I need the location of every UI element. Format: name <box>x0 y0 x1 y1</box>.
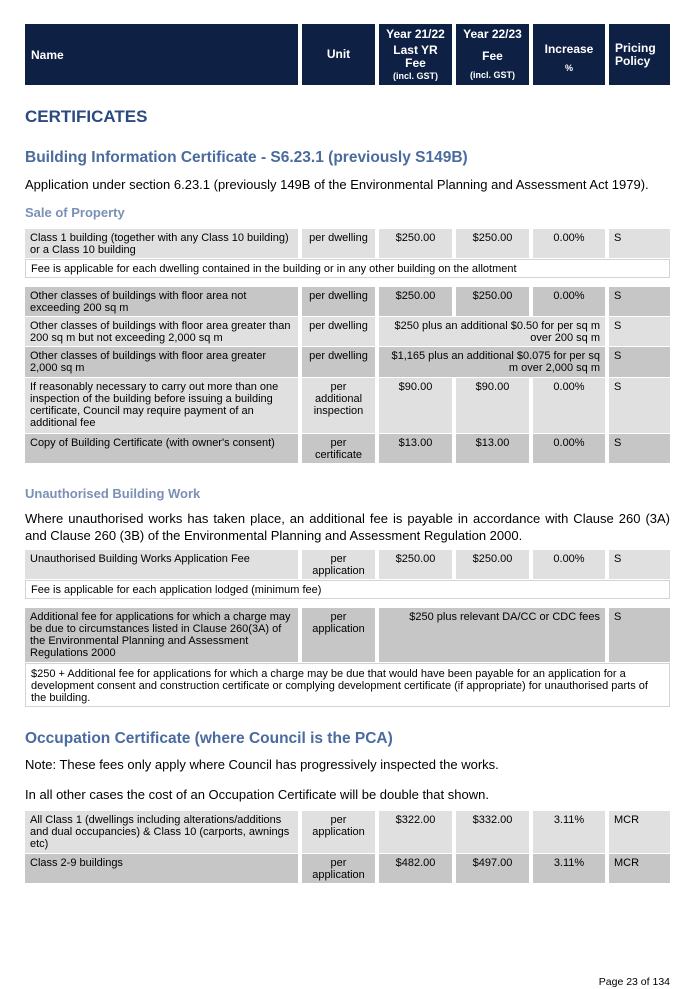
row-policy: S <box>609 608 670 662</box>
row-policy: MCR <box>609 811 670 853</box>
row-policy: S <box>609 287 670 316</box>
row-cur-fee: $13.00 <box>456 434 529 463</box>
row-prev-fee: $322.00 <box>379 811 452 853</box>
row-name: If reasonably necessary to carry out more than one inspection of the building before issuing a building certificate, Council may require payment of an additional fee <box>25 378 298 433</box>
row-policy: S <box>609 317 670 346</box>
row-name: Class 2-9 buildings <box>25 854 298 883</box>
header-cur-fee-label: Fee <box>482 49 503 63</box>
occ-note-2: In all other cases the cost of an Occupation Certificate will be double that shown. <box>25 787 489 802</box>
row-policy: S <box>609 347 670 377</box>
row-unit: per dwelling <box>302 287 375 316</box>
header-unit-label: Unit <box>326 47 351 61</box>
row-name: Other classes of buildings with floor area greater than 200 sq m but not exceeding 2,000 sq m <box>25 317 298 346</box>
row-increase: 0.00% <box>533 434 605 463</box>
row-fee-span: $1,165 plus an additional $0.075 for per sq m over 2,000 sq m <box>379 347 605 377</box>
row-policy: S <box>609 229 670 258</box>
page-number: Page 23 of 134 <box>598 976 670 988</box>
row-name: Additional fee for applications for which a charge may be due to circumstances listed in Clause 260(3A) of the Environmental Planning and Assessment Regulations 2000 <box>25 608 298 662</box>
row-policy: S <box>609 434 670 463</box>
row-unit: per dwelling <box>302 347 375 377</box>
row-unit: per application <box>302 854 375 883</box>
row-prev-fee: $90.00 <box>379 378 452 433</box>
header-increase-label: Increase <box>544 42 594 56</box>
row-name: All Class 1 (dwellings including alterations/additions and dual occupancies) & Class 10 (carports, awnings etc) <box>25 811 298 853</box>
bic-heading: Building Information Certificate - S6.23.1 (previously S149B) <box>25 149 468 166</box>
row-prev-fee: $482.00 <box>379 854 452 883</box>
row-prev-fee: $250.00 <box>379 229 452 258</box>
row-unit: per certificate <box>302 434 375 463</box>
ubw-note-2: $250 + Additional fee for applications for which a charge may be due that would have been payable for an application for a development consent and construction certificate or complying development certificate (if appropriate) for unauthorised parts of the building. <box>25 663 670 707</box>
row-increase: 3.11% <box>533 811 605 853</box>
ubw-subheading: Unauthorised Building Work <box>25 486 201 501</box>
header-increase-unit: % <box>564 63 573 73</box>
row-fee-span: $250 plus relevant DA/CC or CDC fees <box>379 608 605 662</box>
header-cur-fee <box>456 24 529 85</box>
bic-intro: Application under section 6.23.1 (previously 149B of the Environmental Planning and Assessment Act 1979). <box>25 177 649 192</box>
header-cur-year: Year 22/23 <box>463 27 522 41</box>
row-policy: MCR <box>609 854 670 883</box>
row-policy: S <box>609 550 670 579</box>
row-prev-fee: $13.00 <box>379 434 452 463</box>
row-name: Other classes of buildings with floor area greater 2,000 sq m <box>25 347 298 377</box>
row-increase: 0.00% <box>533 378 605 433</box>
bic-note: Fee is applicable for each dwelling contained in the building or in any other building on the allotment <box>25 259 670 278</box>
occ-heading: Occupation Certificate (where Council is the PCA) <box>25 730 393 747</box>
header-pricing-1: Pricing <box>615 40 656 55</box>
row-cur-fee: $250.00 <box>456 287 529 316</box>
header-name-label: Name <box>31 47 64 62</box>
row-policy: S <box>609 378 670 433</box>
header-prev-fee-2: Fee <box>405 55 426 70</box>
header-increase <box>533 24 605 85</box>
row-cur-fee: $497.00 <box>456 854 529 883</box>
row-cur-fee: $250.00 <box>456 229 529 258</box>
row-unit: per additional inspection <box>302 378 375 433</box>
header-unit <box>302 24 375 85</box>
row-increase: 0.00% <box>533 229 605 258</box>
row-name: Unauthorised Building Works Application Fee <box>25 550 298 579</box>
header-cur-gst: (incl. GST) <box>470 70 515 80</box>
header-name <box>25 24 298 85</box>
row-increase: 0.00% <box>533 287 605 316</box>
row-unit: per dwelling <box>302 317 375 346</box>
row-name: Copy of Building Certificate (with owner's consent) <box>25 434 298 463</box>
row-unit: per application <box>302 608 375 662</box>
row-unit: per application <box>302 811 375 853</box>
ubw-intro: Where unauthorised works has taken place, an additional fee is payable in accordance with Clause 260 (3A) and Clause 260 (3B) of the Environmental Planning and Assessment Regulation 2000. <box>25 511 670 543</box>
row-unit: per dwelling <box>302 229 375 258</box>
ubw-note-1: Fee is applicable for each application lodged (minimum fee) <box>25 580 670 599</box>
header-pricing-2: Policy <box>615 53 651 68</box>
row-prev-fee: $250.00 <box>379 287 452 316</box>
row-name: Other classes of buildings with floor area not exceeding 200 sq m <box>25 287 298 316</box>
page-title: CERTIFICATES <box>25 107 148 126</box>
row-increase: 3.11% <box>533 854 605 883</box>
row-cur-fee: $90.00 <box>456 378 529 433</box>
row-name: Class 1 building (together with any Class 10 building) or a Class 10 building <box>25 229 298 258</box>
row-prev-fee: $250.00 <box>379 550 452 579</box>
row-fee-span: $250 plus an additional $0.50 for per sq m over 200 sq m <box>379 317 605 346</box>
row-unit: per application <box>302 550 375 579</box>
header-prev-year: Year 21/22 <box>386 26 445 41</box>
header-prev-fee <box>379 24 452 85</box>
bic-subheading: Sale of Property <box>25 205 125 220</box>
header-prev-fee-1: Last YR <box>393 42 438 57</box>
header-prev-gst: (incl. GST) <box>393 70 438 81</box>
row-increase: 0.00% <box>533 550 605 579</box>
row-cur-fee: $250.00 <box>456 550 529 579</box>
header-pricing-policy <box>609 24 670 85</box>
occ-note-1: Note: These fees only apply where Council has progressively inspected the works. <box>25 757 499 772</box>
row-cur-fee: $332.00 <box>456 811 529 853</box>
